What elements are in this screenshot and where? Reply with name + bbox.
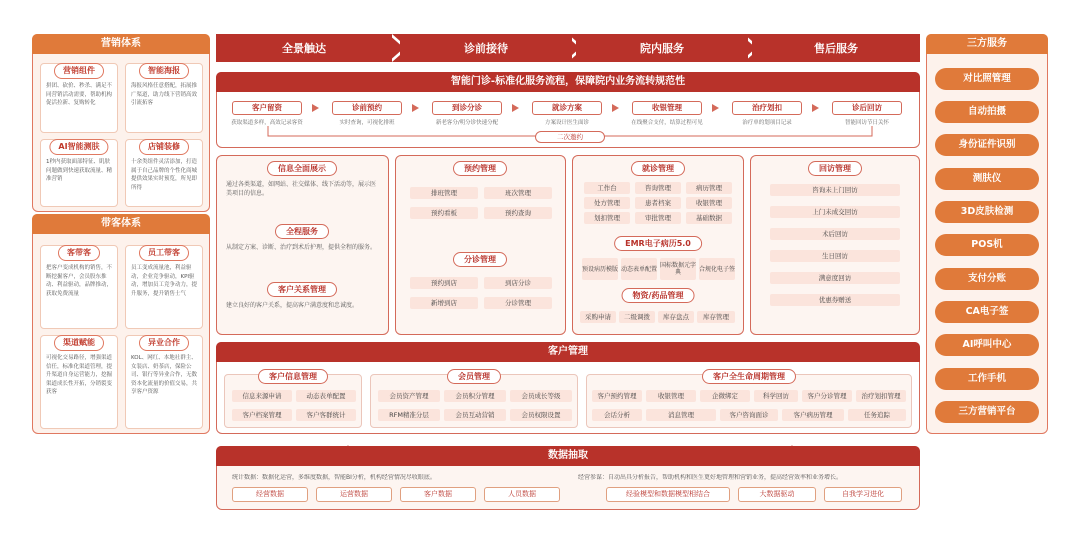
emr-chip: 合规化电子签: [699, 258, 735, 280]
emr-chip: 预设病历模版: [582, 258, 618, 280]
arrow-right-icon: [612, 104, 619, 112]
flow-step-desc: 实时查询，可视化排班: [339, 120, 395, 126]
visit-chip: 工作台: [584, 182, 630, 194]
arrow-right-icon: [412, 104, 419, 112]
third-party-item: 三方营销平台: [935, 401, 1039, 423]
followup-column: [750, 155, 920, 335]
customer-title: 客户管理: [216, 342, 920, 362]
arrow-right-icon: [312, 104, 319, 112]
marketing-card: [40, 63, 118, 133]
third-party-item: 3D皮肤检测: [935, 201, 1039, 223]
marketing-card-desc: 拼团、砍价、秒杀、满足不同营销活动需要，帮助机构促活拉新、复购转化: [46, 83, 113, 106]
bringing-card: [125, 335, 203, 429]
extract-right-desc: 经营参谋：自动出具分析报告，帮助机构和医生更好地管理和营销业务，提高经营效率和业务增长。: [578, 474, 843, 481]
bringing-card: [125, 245, 203, 329]
bringing-card-desc: 可视化交易路径，增强渠道信任，标准化渠道管理，提升渠道自身运营能力，挖掘渠道成长性开拓，分销裂变获客: [46, 355, 113, 395]
bringing-card-title: 渠道赋能: [54, 335, 104, 351]
extract-left-item: 客户数据: [400, 487, 476, 502]
stage-label: 诊前接待: [400, 34, 572, 62]
lifecycle-chip: 治疗划扣管理: [856, 390, 906, 402]
followup-chip: 优惠券赠送: [770, 294, 900, 306]
lifecycle-chip: 收银管理: [646, 390, 696, 402]
triage-chip: 预约到店: [410, 277, 478, 289]
arrow-right-icon: [712, 104, 719, 112]
fullservice-desc: 从制定方案、诊断、治疗到术后护理，提供全程的服务。: [226, 244, 377, 251]
visit-chip: 审批管理: [635, 212, 681, 224]
extract-left-item: 人员数据: [484, 487, 560, 502]
member-chip: 会员权限设置: [510, 409, 572, 421]
extract-right-item: 经验模型和数据模型相结合: [606, 487, 730, 502]
material-chip: 采购申请: [580, 311, 616, 323]
flow-step-desc: 方案设计医生面诊: [544, 120, 589, 126]
emr-chip: 动态表单配置: [621, 258, 657, 280]
flow-step-desc: 治疗单的划项目记录: [742, 120, 792, 126]
member-chip: 会员资产管理: [378, 390, 440, 402]
bringing-card-title: 客带客: [58, 245, 100, 261]
stage-label: 院内服务: [576, 34, 748, 62]
marketing-card-desc: 十余类组件灵活添加，打造属于自己品牌的个性化商城提供效果实时预览，所见即所得: [131, 159, 198, 191]
lifecycle-chip: 任务追踪: [848, 409, 906, 421]
info-desc: 通过各类渠道，如网站、社交媒体、线下活动等，展示医美项目的信息。: [226, 181, 377, 197]
followup-chip: 术后回访: [770, 228, 900, 240]
lifecycle-chip: 科学回访: [754, 390, 798, 402]
fullservice-title: 全程服务: [275, 224, 329, 239]
triage-title: 分诊管理: [453, 252, 507, 267]
smart-clinic-title: 智能门诊-标准化服务流程，保障院内业务流转规范性: [216, 72, 920, 92]
customer-info-chip: 动态表单配置: [296, 390, 356, 402]
lifecycle-chip: 客户咨询面诊: [720, 409, 778, 421]
followup-chip: 生日回访: [770, 250, 900, 262]
flow-step: 治疗划扣: [732, 101, 802, 115]
bringing-card-desc: 员工变成流量池，利益驱动，企业竞争驱动，KPI驱动，增加员工竞争动力，提升服务，提升销售士气: [131, 265, 198, 297]
material-chip: 库存管理: [697, 311, 735, 323]
crm-desc: 建立良好的客户关系，提高客户满意度和忠诚度。: [226, 302, 359, 309]
followup-chip: 满意度回访: [770, 272, 900, 284]
material-chip: 库存盘点: [658, 311, 694, 323]
marketing-card-title: 营销组件: [54, 63, 104, 79]
extract-title: 数据抽取: [216, 446, 920, 466]
material-chip: 二级调拨: [619, 311, 655, 323]
visit-chip: 处方管理: [584, 197, 630, 209]
flow-step: 就诊方案: [532, 101, 602, 115]
third-party-item: CA电子签: [935, 301, 1039, 323]
flow-step-desc: 获取渠道多样，高效记录客资: [231, 120, 303, 126]
third-party-title: 三方服务: [926, 34, 1048, 54]
visit-chip: 咨询管理: [635, 182, 681, 194]
customer-info-title: 客户信息管理: [258, 369, 328, 384]
flow-step: 诊后回访: [832, 101, 902, 115]
extract-right-item: 大数据驱动: [738, 487, 816, 502]
visit-chip: 基础数据: [686, 212, 732, 224]
flow-step: 客户留资: [232, 101, 302, 115]
flow-step-desc: 新老客分/明分诊快速分配: [435, 120, 499, 126]
customer-info-chip: 客户档案管理: [232, 409, 292, 421]
third-party-item: 支付分账: [935, 268, 1039, 290]
bringing-card: [40, 245, 118, 329]
marketing-card: [40, 139, 118, 207]
member-chip: 会员成长等级: [510, 390, 572, 402]
third-party-item: 对比照管理: [935, 68, 1039, 90]
third-party-item: 测肤仪: [935, 168, 1039, 190]
lifecycle-chip: 消息管理: [646, 409, 716, 421]
third-party-item: 自动拍摄: [935, 101, 1039, 123]
followup-chip: 咨询未上门回访: [770, 184, 900, 196]
member-chip: 会员积分管理: [444, 390, 506, 402]
flow-step: 收银管理: [632, 101, 702, 115]
marketing-card-title: AI智能测肤: [49, 139, 108, 155]
extract-right-item: 自我学习进化: [824, 487, 902, 502]
bringing-card-title: 异业合作: [139, 335, 189, 351]
third-party-item: POS机: [935, 234, 1039, 256]
marketing-title: 营销体系: [32, 34, 210, 54]
member-chip: RFM精准分层: [378, 409, 440, 421]
stage-label: 售后服务: [752, 34, 920, 62]
visit-chip: 病历管理: [686, 182, 732, 194]
bringing-card-desc: KOL、网红、本地社群主、女装店、奶茶店，保险公司、银行等异业合作，无数资本化流量的价值交易，共享客户资源: [131, 355, 198, 395]
extract-left-item: 运营数据: [316, 487, 392, 502]
bringing-card-title: 员工带客: [139, 245, 189, 261]
revisit-label: 二次邀约: [535, 131, 605, 143]
third-party-item: 工作手机: [935, 368, 1039, 390]
triage-chip: 分诊管理: [484, 297, 552, 309]
bringing-title: 带客体系: [32, 214, 210, 234]
emr-title: EMR电子病历5.0: [614, 236, 702, 251]
marketing-panel: [32, 34, 210, 212]
arrow-right-icon: [812, 104, 819, 112]
member-chip: 会员互动营销: [444, 409, 506, 421]
flow-step: 诊前预约: [332, 101, 402, 115]
customer-info-chip: 信息来源申请: [232, 390, 292, 402]
marketing-card-title: 店铺装修: [139, 139, 189, 155]
third-party-item: AI呼叫中心: [935, 334, 1039, 356]
extract-left-desc: 统计数据：数据化运营，多维度数据，智能BI分析，机构经营情况尽收眼底。: [232, 474, 436, 481]
visit-chip: 划扣管理: [584, 212, 630, 224]
marketing-card-desc: 1秒内获取面部特征、肌肤问题做到快速获取流量、精准营销: [46, 159, 113, 182]
visit-chip: 患者档案: [635, 197, 681, 209]
triage-chip: 新增到店: [410, 297, 478, 309]
booking-title: 预约管理: [453, 161, 507, 176]
emr-chip: 国标数据元字典: [660, 258, 696, 280]
followup-title: 回访管理: [808, 161, 862, 176]
marketing-card-desc: 海报风格任意搭配，拓展推广渠道，助力线下营销高效引流拓客: [131, 83, 198, 106]
booking-chip: 排班管理: [410, 187, 478, 199]
lifecycle-chip: 客户分诊管理: [802, 390, 852, 402]
flow-step-desc: 在线聚合支付，结算过程可见: [631, 120, 703, 126]
customer-info-chip: 客户客群统计: [296, 409, 356, 421]
member-title: 会员管理: [447, 369, 501, 384]
lifecycle-chip: 会话分析: [592, 409, 642, 421]
booking-chip: 班次管理: [484, 187, 552, 199]
followup-chip: 上门未成交回访: [770, 206, 900, 218]
bringing-panel: [32, 214, 210, 434]
lifecycle-chip: 客户预约管理: [592, 390, 642, 402]
marketing-card: [125, 139, 203, 207]
lifecycle-chip: 企微绑定: [700, 390, 750, 402]
arrow-right-icon: [512, 104, 519, 112]
booking-chip: 预约看板: [410, 207, 478, 219]
lifecycle-title: 客户全生命周期管理: [702, 369, 796, 384]
marketing-card-title: 智能海报: [139, 63, 189, 79]
marketing-card: [125, 63, 203, 133]
visit-title: 就诊管理: [631, 161, 685, 176]
stage-label: 全景触达: [216, 34, 392, 62]
third-party-item: 身份证件识别: [935, 134, 1039, 156]
crm-title: 客户关系管理: [267, 282, 337, 297]
bringing-card: [40, 335, 118, 429]
material-title: 物资/药品管理: [622, 288, 695, 303]
info-title: 信息全面展示: [267, 161, 337, 176]
extract-left-item: 经营数据: [232, 487, 308, 502]
triage-chip: 到店分诊: [484, 277, 552, 289]
flow-step: 到诊分诊: [432, 101, 502, 115]
lifecycle-chip: 客户病历管理: [782, 409, 844, 421]
visit-chip: 收银管理: [686, 197, 732, 209]
bringing-card-desc: 把客户变成机构的销售，不断挖掘客户，会员股东推动、利益驱动，品牌推动，获取免费流量: [46, 265, 113, 297]
flow-step-desc: 智能回访节日关怀: [844, 120, 889, 126]
booking-chip: 预约查询: [484, 207, 552, 219]
